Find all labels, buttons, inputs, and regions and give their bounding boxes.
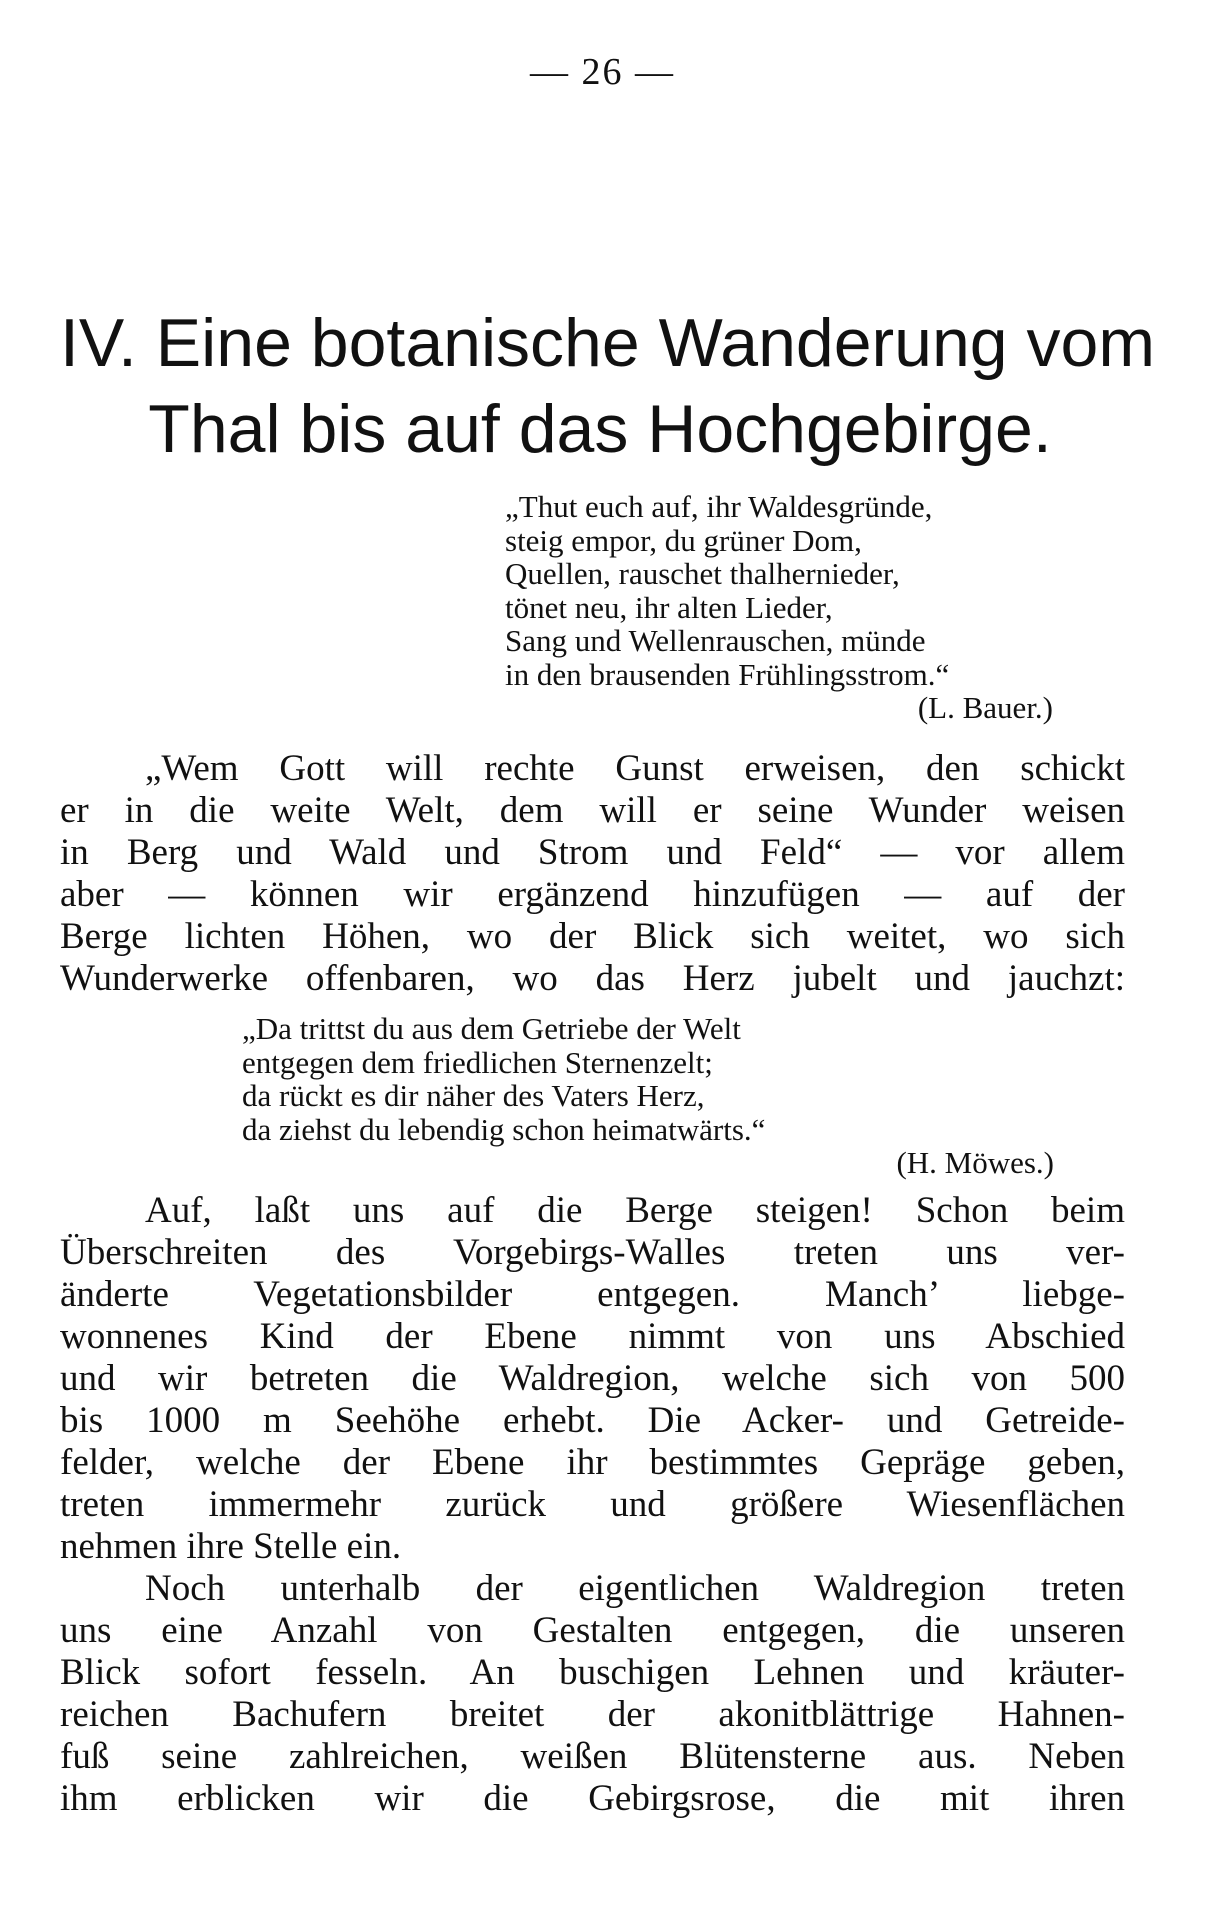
body-paragraph	[60, 1568, 1125, 1820]
text-line: aber — können wir ergänzend hinzufügen — auf der	[60, 874, 1125, 915]
text-line: Überschreiten des Vorgebirgs-Walles treten uns ver-	[60, 1232, 1125, 1273]
text-line: er in die weite Welt, dem will er seine Wunder weisen	[60, 790, 1125, 831]
text-line: felder, welche der Ebene ihr bestimmtes Gepräge geben,	[60, 1442, 1125, 1483]
verse-line: da rückt es dir näher des Vaters Herz,	[242, 1078, 705, 1113]
verse-line: in den brausenden Frühlingsstrom.“	[505, 656, 950, 692]
epigraph-attribution: (L. Bauer.)	[917, 690, 1053, 725]
verse-line: Sang und Wellenrauschen, münde	[505, 623, 926, 658]
text-line: wonnenes Kind der Ebene nimmt von uns Abschied	[60, 1316, 1125, 1357]
verse-line: Quellen, rauschet thalhernieder,	[505, 556, 900, 591]
chapter-title	[60, 300, 1155, 472]
page-number: — 26 —	[530, 51, 675, 93]
chapter-title-line: Thal bis auf das Hochgebirge.	[148, 391, 1052, 467]
text-line: bis 1000 m Seehöhe erhebt. Die Acker- und Getreide-	[60, 1400, 1125, 1441]
text-line: fuß seine zahlreichen, weißen Blütensterne aus. Neben	[60, 1736, 1125, 1777]
text-line: änderte Vegetationsbilder entgegen. Manch’ liebge-	[60, 1274, 1125, 1315]
text-line: Auf, laßt uns auf die Berge steigen! Schon beim	[145, 1190, 1125, 1231]
verse-line: da ziehst du lebendig schon heimatwärts.“	[242, 1111, 766, 1147]
text-line: uns eine Anzahl von Gestalten entgegen, die unseren	[60, 1610, 1125, 1651]
text-line: Blick sofort fesseln. An buschigen Lehnen und kräuter-	[60, 1652, 1125, 1693]
epigraph-bauer	[505, 490, 1105, 725]
text-line: Berge lichten Höhen, wo der Blick sich weitet, wo sich	[60, 916, 1125, 957]
text-line: und wir betreten die Waldregion, welche sich von 500	[60, 1358, 1125, 1399]
text-line: „Wem Gott will rechte Gunst erweisen, den schickt	[145, 748, 1125, 789]
epigraph-attribution: (H. Möwes.)	[896, 1145, 1054, 1180]
epigraph-moewes	[242, 1012, 1062, 1180]
chapter-title-line: IV. Eine botanische Wanderung vom	[60, 305, 1155, 381]
text-line: Wunderwerke offenbaren, wo das Herz jubelt und jauchzt:	[60, 958, 1125, 999]
verse-line: steig empor, du grüner Dom,	[505, 522, 862, 558]
verse-line: „Da trittst du aus dem Getriebe der Welt	[242, 1011, 741, 1046]
verse-line: entgegen dem friedlichen Sternenzelt;	[242, 1044, 713, 1080]
text-line: treten immermehr zurück und größere Wiesenflächen	[60, 1484, 1125, 1525]
body-paragraph	[60, 1190, 1125, 1568]
text-line: nehmen ihre Stelle ein.	[60, 1526, 402, 1567]
verse-line: „Thut euch auf, ihr Waldesgründe,	[505, 489, 933, 524]
text-line: ihm erblicken wir die Gebirgsrose, die mit ihren	[60, 1778, 1125, 1819]
text-line: in Berg und Wald und Strom und Feld“ — vor allem	[60, 832, 1125, 873]
body-paragraph	[60, 748, 1125, 1000]
verse-line: tönet neu, ihr alten Lieder,	[505, 589, 833, 625]
text-line: reichen Bachufern breitet der akonitblättrige Hahnen-	[60, 1694, 1125, 1735]
text-line: Noch unterhalb der eigentlichen Waldregion treten	[145, 1568, 1125, 1609]
